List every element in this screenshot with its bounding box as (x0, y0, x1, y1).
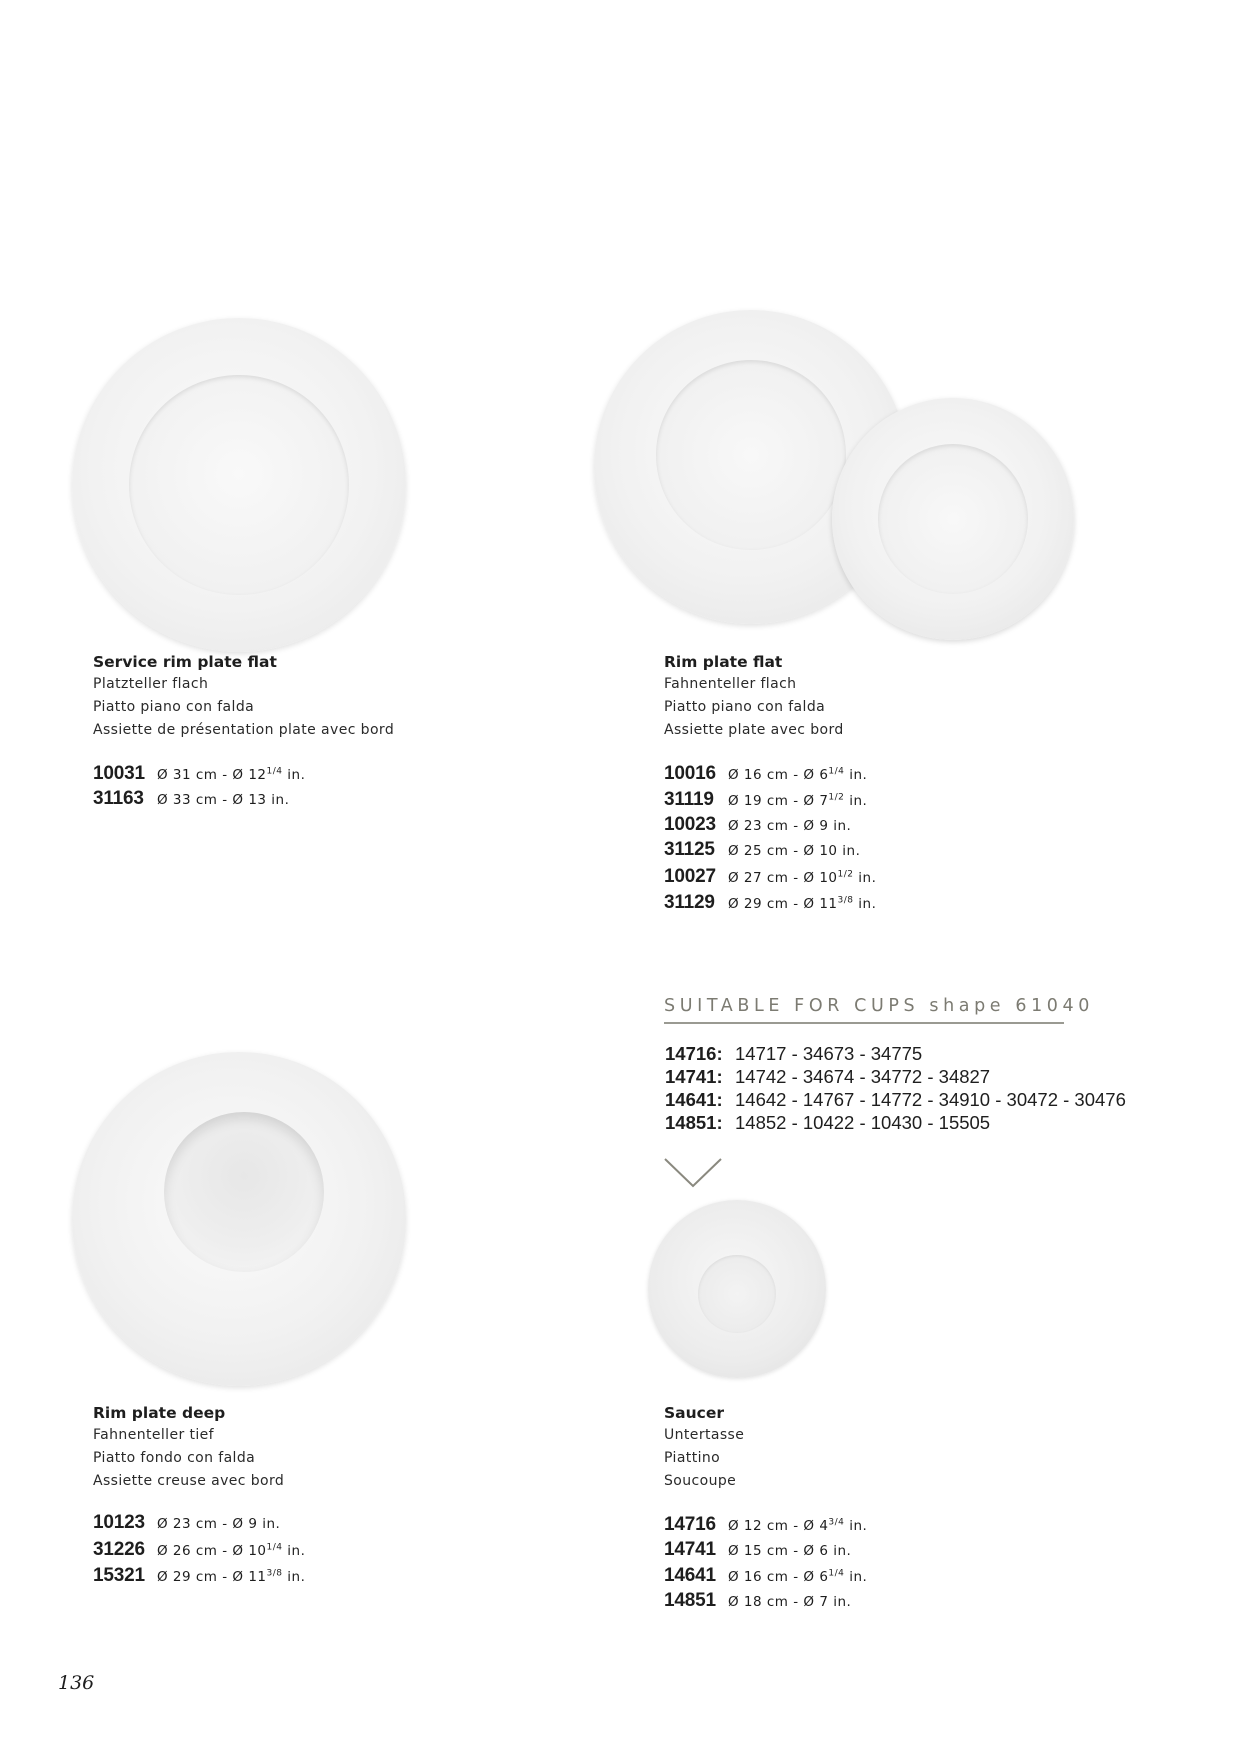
article-code: 31163 (93, 787, 144, 809)
compat-row (665, 1111, 1126, 1134)
article-code: 14716 (664, 1513, 716, 1535)
size-text: Ø 18 cm - Ø 7 in. (728, 1594, 852, 1610)
code-row (664, 863, 876, 890)
code-row (93, 1536, 305, 1563)
article-code: 10031 (93, 762, 145, 784)
service-rim-plate-image (72, 318, 406, 652)
code-row (93, 787, 394, 812)
size-text: Ø 12 cm - Ø $4^{3/4}$ in. (728, 1517, 868, 1534)
product-title: Saucer (664, 1404, 725, 1422)
product-name-french: Soucoupe (664, 1473, 737, 1489)
code-row (664, 838, 876, 863)
size-text: Ø 26 cm - Ø $10^{1/4}$ in. (157, 1542, 306, 1559)
saucer-code: 14851: (665, 1112, 723, 1133)
product-name-italian: Piatto piano con falda (664, 699, 826, 715)
size-text: Ø 29 cm - Ø $11^{3/8}$ in. (157, 1568, 306, 1585)
compat-row (665, 1088, 1126, 1111)
code-row (664, 1589, 867, 1614)
article-code: 10027 (664, 865, 716, 887)
size-text: Ø 31 cm - Ø $12^{1/4}$ in. (157, 766, 306, 783)
saucer-code: 14716: (665, 1043, 723, 1064)
article-code: 31119 (664, 789, 714, 810)
chevron-down-icon (664, 1158, 722, 1192)
product-title: Rim plate flat (664, 653, 783, 671)
size-text: Ø 25 cm - Ø 10 in. (728, 843, 861, 859)
rim-plate-deep-image (72, 1052, 406, 1386)
product-name-german: Platzteller flach (93, 676, 209, 692)
code-list (93, 1511, 305, 1589)
article-code: 15321 (93, 1565, 145, 1586)
rim-plate-deep-block (93, 1402, 305, 1589)
product-name-german: Fahnenteller flach (664, 676, 797, 692)
code-list (664, 1511, 867, 1614)
article-code: 31129 (664, 892, 715, 913)
saucer-code: 14741: (665, 1066, 723, 1087)
product-title: Service rim plate flat (93, 653, 277, 671)
size-text: Ø 16 cm - Ø $6^{1/4}$ in. (728, 1568, 868, 1585)
service-rim-plate-flat-block (93, 651, 394, 812)
product-name-italian: Piatto fondo con falda (93, 1450, 256, 1466)
code-row (664, 890, 876, 917)
size-text: Ø 23 cm - Ø 9 in. (728, 818, 852, 834)
product-name-french: Assiette de présentation plate avec bord (93, 722, 395, 738)
saucer-code: 14641: (665, 1089, 723, 1110)
suitable-cups-heading: SUITABLE FOR CUPS shape 61040 (664, 996, 1064, 1024)
cup-codes: 14742 - 34674 - 34772 - 34827 (735, 1066, 991, 1087)
code-row (664, 1563, 867, 1590)
cup-codes: 14642 - 14767 - 14772 - 34910 - 30472 - 30476 (735, 1089, 1126, 1110)
code-row (93, 760, 394, 787)
size-text: Ø 16 cm - Ø $6^{1/4}$ in. (728, 766, 868, 783)
code-list (664, 760, 876, 916)
article-code: 31226 (93, 1538, 145, 1560)
product-name-german: Untertasse (664, 1427, 745, 1443)
code-row (664, 1538, 867, 1563)
product-name-german: Fahnenteller tief (93, 1427, 215, 1443)
size-text: Ø 15 cm - Ø 6 in. (728, 1542, 852, 1559)
article-code: 10016 (664, 762, 716, 784)
size-text: Ø 19 cm - Ø $7^{1/2}$ in. (728, 792, 868, 809)
size-text: Ø 23 cm - Ø 9 in. (157, 1516, 281, 1532)
article-code: 10023 (664, 814, 716, 835)
code-row (664, 787, 876, 814)
product-name-italian: Piattino (664, 1450, 721, 1466)
code-row (664, 1511, 867, 1538)
size-text: Ø 33 cm - Ø 13 in. (157, 791, 290, 808)
rim-plate-flat-block (664, 651, 876, 916)
code-row (664, 760, 876, 787)
suitable-cups-list (665, 1042, 1126, 1134)
code-row (93, 1563, 305, 1590)
code-row (93, 1511, 305, 1536)
size-text: Ø 27 cm - Ø $10^{1/2}$ in. (728, 869, 877, 886)
page-number: 136 (58, 1672, 95, 1694)
article-code: 14741 (664, 1538, 716, 1560)
cup-codes: 14717 - 34673 - 34775 (735, 1043, 923, 1064)
compat-row (665, 1042, 1126, 1065)
product-title: Rim plate deep (93, 1404, 226, 1422)
saucer-block (664, 1402, 867, 1614)
article-code: 31125 (664, 839, 715, 860)
compat-row (665, 1065, 1126, 1088)
saucer-image (648, 1200, 826, 1378)
product-name-french: Assiette creuse avec bord (93, 1473, 285, 1489)
cup-codes: 14852 - 10422 - 10430 - 15505 (735, 1112, 991, 1133)
article-code: 14851 (664, 1590, 716, 1611)
rim-plate-flat-image-small (832, 398, 1074, 640)
article-code: 14641 (664, 1565, 716, 1586)
code-row (664, 813, 876, 838)
size-text: Ø 29 cm - Ø $11^{3/8}$ in. (728, 895, 877, 912)
article-code: 10123 (93, 1512, 145, 1533)
product-name-french: Assiette plate avec bord (664, 722, 844, 738)
code-list (93, 760, 394, 812)
product-name-italian: Piatto piano con falda (93, 699, 255, 715)
